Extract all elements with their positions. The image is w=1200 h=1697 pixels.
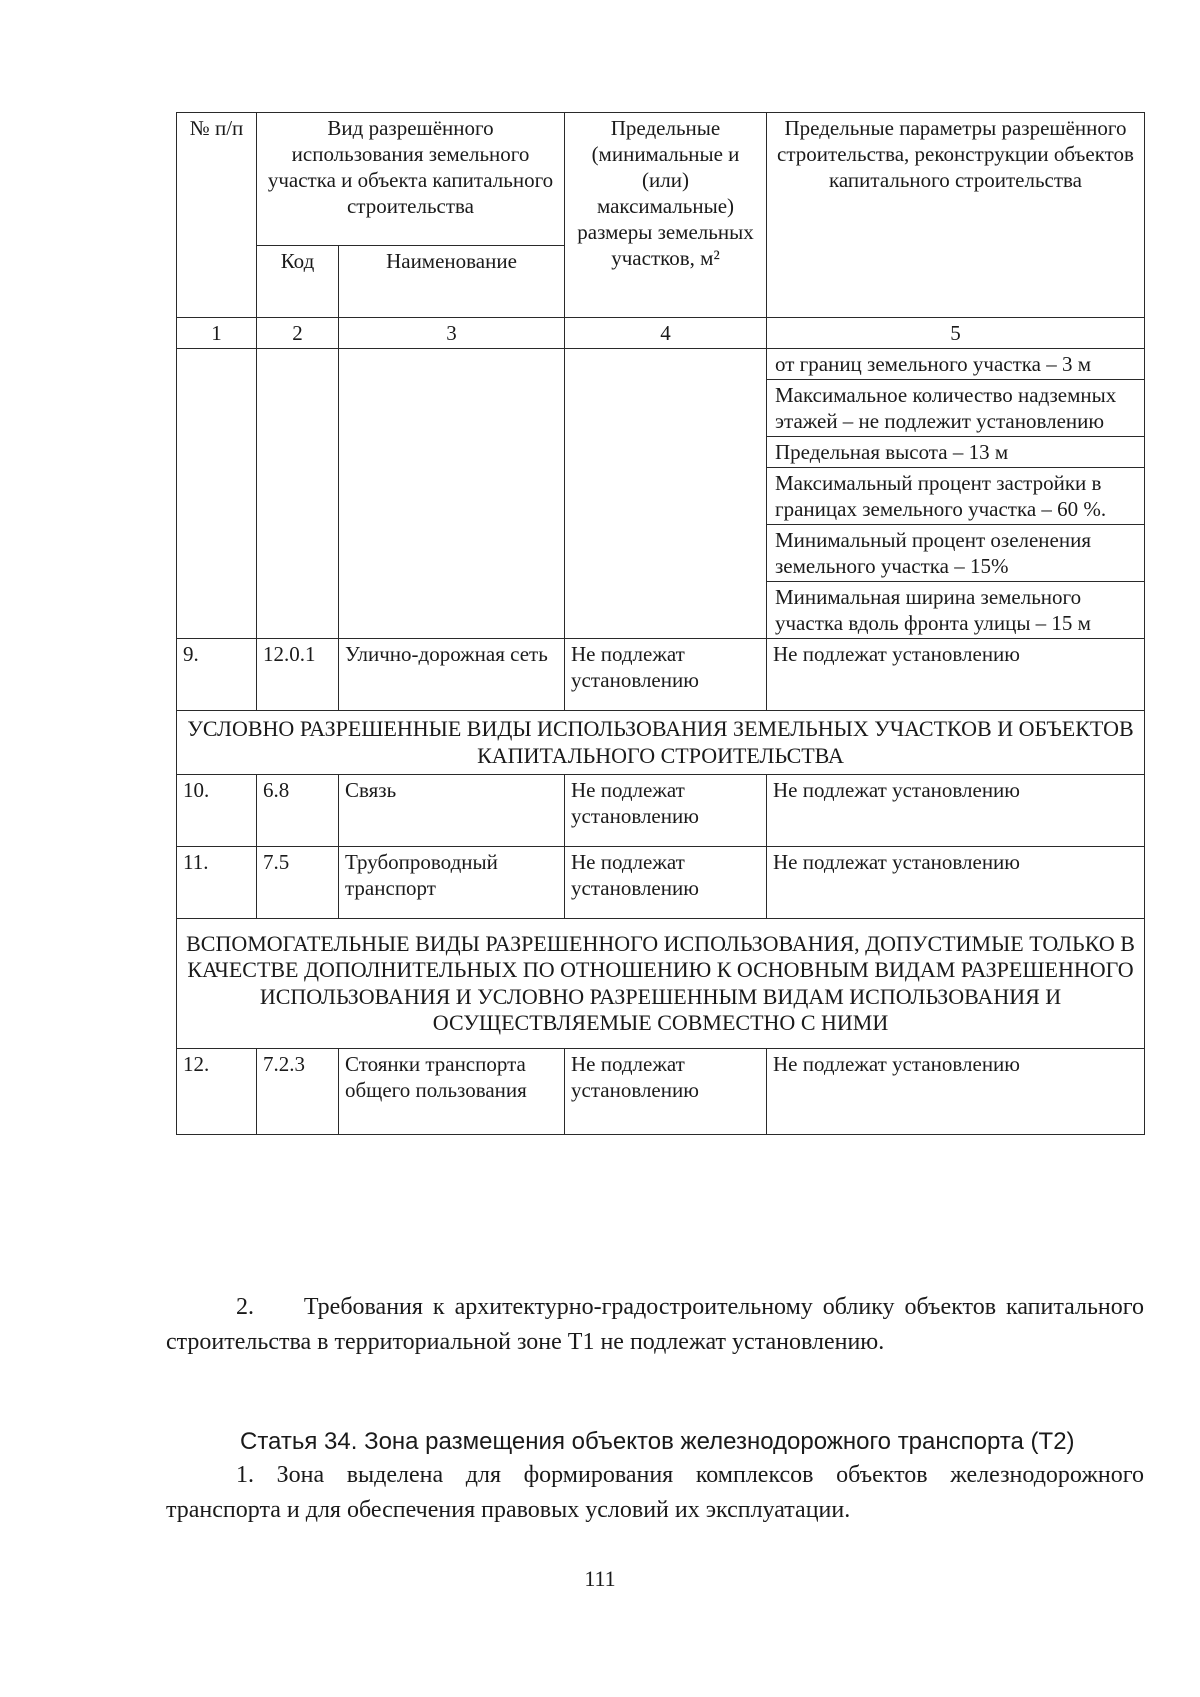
header-code: Код [257,246,339,318]
row-name: Трубопроводный транспорт [339,847,565,919]
article-heading: Статья 34. Зона размещения объектов железнодорожного транспорта (Т2) [240,1428,1075,1455]
params-list [767,349,1145,639]
table-row [177,1049,1145,1135]
section-row [177,711,1145,775]
page-number: 111 [584,1566,616,1591]
row-params: Не подлежат установлению [767,775,1145,847]
empty-cell [339,349,565,639]
header-num: № п/п [177,113,257,318]
table-row [177,847,1145,919]
index-cell: 4 [565,318,767,349]
table-index-row [177,318,1145,349]
row-num: 12. [177,1049,257,1135]
param-item: Максимальное количество надземных этажей – не подлежит установлению [767,380,1144,437]
index-cell: 3 [339,318,565,349]
table-row [177,775,1145,847]
param-item: Минимальная ширина земельного участка вдоль фронта улицы – 15 м [775,585,1091,636]
empty-cell [257,349,339,639]
empty-cell [565,349,767,639]
article-paragraph-1: 1. Зона выделена для формирования комплексов объектов железнодорожного транспорта и для обеспечения правовых условий их эксплуатации. [166,1462,1144,1523]
index-cell: 5 [767,318,1145,349]
param-item: Минимальный процент озеленения земельного участка – 15% [767,525,1144,582]
section-title-auxiliary: ВСПОМОГАТЕЛЬНЫЕ ВИДЫ РАЗРЕШЕННОГО ИСПОЛЬЗОВАНИЯ, ДОПУСТИМЫЕ ТОЛЬКО В КАЧЕСТВЕ ДОПОЛНИТЕЛЬНЫХ ПО ОТНОШЕНИЮ К ОСНОВНЫМ ВИДАМ РАЗРЕШЕННОГО ИСПОЛЬЗОВАНИЯ И УСЛОВНО РАЗРЕШЕННЫМ ВИДАМ ИСПОЛЬЗОВАНИЯ И ОСУЩЕСТВЛЯЕМЫЕ СОВМЕСТНО С НИМИ [177,919,1145,1049]
row-code: 7.5 [257,847,339,919]
table-row [177,639,1145,711]
row-code: 12.0.1 [257,639,339,711]
row-code: 6.8 [257,775,339,847]
header-type: Вид разрешённого использования земельного участка и объекта капитального строительства [257,113,565,246]
row-name: Стоянки транспорта общего пользования [339,1049,565,1135]
row-params: Не подлежат установлению [767,639,1145,711]
param-item: Предельная высота – 13 м [767,437,1144,468]
row-name: Улично-дорожная сеть [339,639,565,711]
paragraph-2: 2. Требования к архитектурно-градостроительному облику объектов капитального строительства в территориальной зоне Т1 не подлежат установлению. [166,1294,1144,1355]
section-title-conditional: УСЛОВНО РАЗРЕШЕННЫЕ ВИДЫ ИСПОЛЬЗОВАНИЯ ЗЕМЕЛЬНЫХ УЧАСТКОВ И ОБЪЕКТОВ КАПИТАЛЬНОГО СТРОИТЕЛЬСТВА [177,711,1145,775]
header-params: Предельные параметры разрешённого строительства, реконструкции объектов капитального строительства [767,113,1145,318]
section-row [177,919,1145,1049]
row-num: 11. [177,847,257,919]
row-size: Не подлежат установлению [565,1049,767,1135]
row-params: Не подлежат установлению [767,1049,1145,1135]
row-size: Не подлежат установлению [565,775,767,847]
row-size: Не подлежат установлению [565,639,767,711]
land-use-table [176,112,1145,1135]
header-sizes: Предельные (минимальные и (или) максимальные) размеры земельных участков, м² [565,113,767,318]
header-name: Наименование [339,246,565,318]
table-row-continued [177,349,1145,639]
index-cell: 2 [257,318,339,349]
row-params: Не подлежат установлению [767,847,1145,919]
row-name: Связь [339,775,565,847]
row-num: 10. [177,775,257,847]
row-num: 9. [177,639,257,711]
param-item: от границ земельного участка – 3 м [767,349,1144,380]
table-header-row [177,113,1145,246]
param-item: Максимальный процент застройки в границах земельного участка – 60 %. [767,468,1144,525]
index-cell: 1 [177,318,257,349]
row-code: 7.2.3 [257,1049,339,1135]
empty-cell [177,349,257,639]
row-size: Не подлежат установлению [565,847,767,919]
